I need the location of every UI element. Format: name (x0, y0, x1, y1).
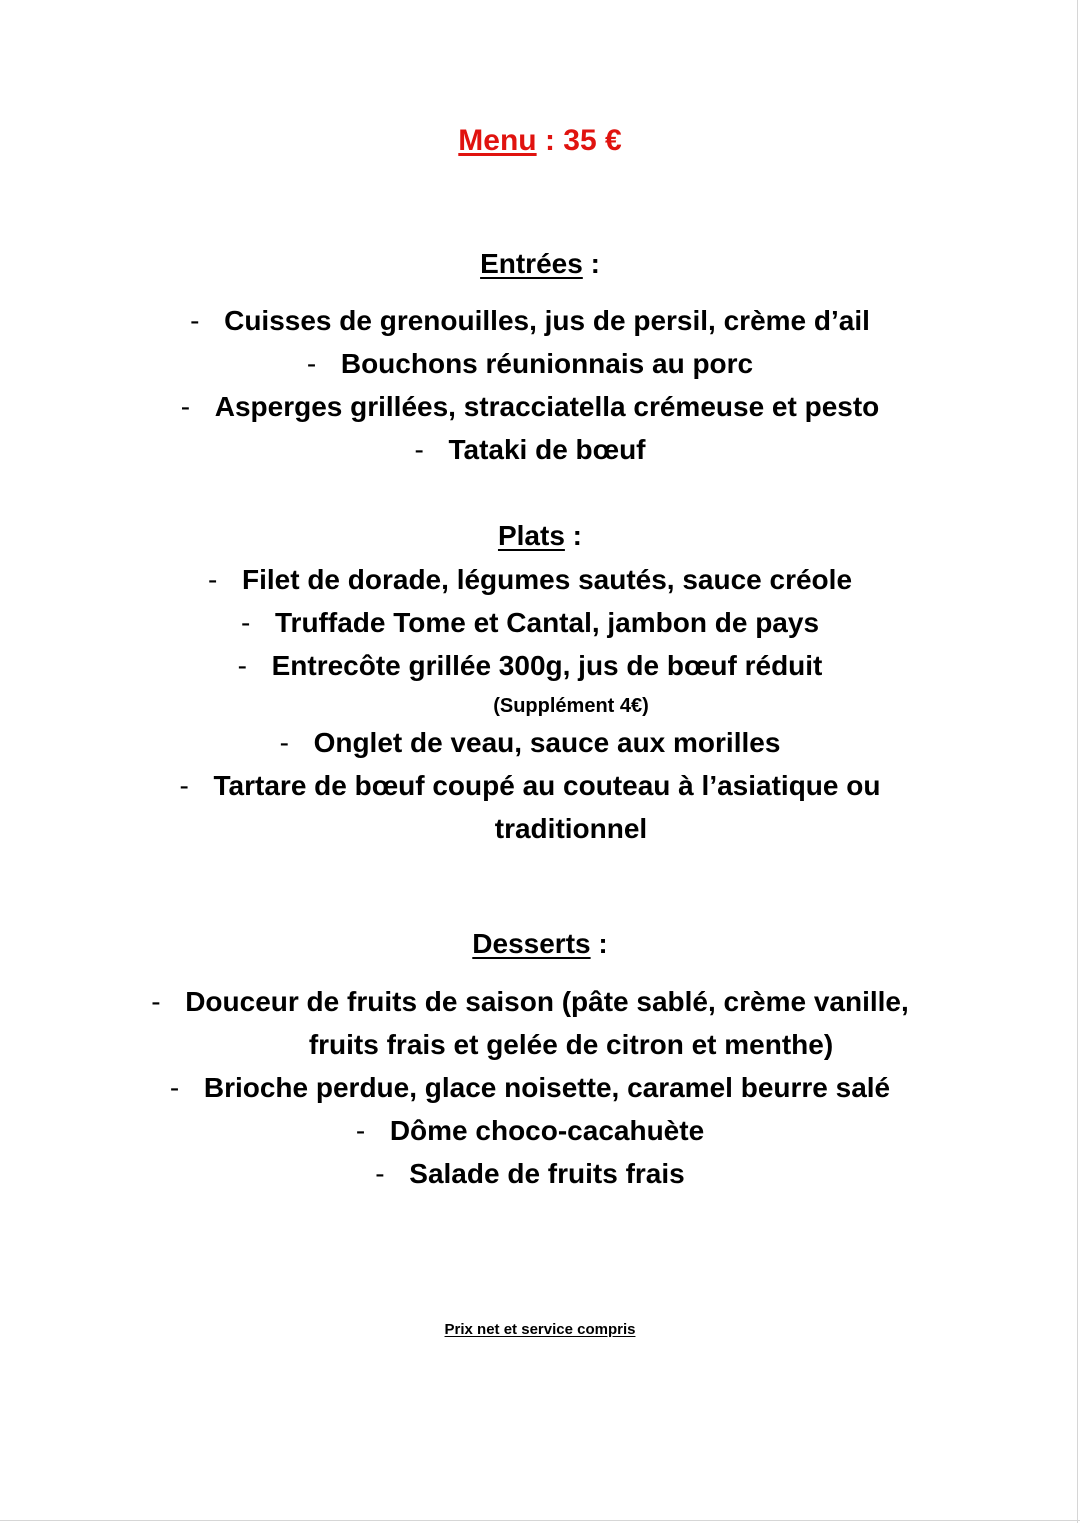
list-dash: - (375, 1158, 385, 1189)
page-edge-right (1077, 0, 1078, 1523)
plats-heading-colon: : (564, 520, 583, 551)
list-dash: - (151, 986, 161, 1017)
dessert-item-continuation-label: fruits frais et gelée de citron et menthe) (308, 1029, 834, 1060)
dessert-item-1 (0, 986, 1070, 1018)
plat-item-label: Filet de dorade, légumes sautés, sauce créole (241, 564, 853, 595)
desserts-heading-colon: : (590, 928, 608, 959)
dessert-item-label: Douceur de fruits de saison (pâte sablé, crème vanille, (185, 986, 909, 1017)
dessert-item-4 (0, 1158, 1070, 1190)
list-dash: - (237, 650, 247, 681)
list-dash: - (240, 607, 251, 638)
page-edge-bottom (0, 1520, 1080, 1521)
plat-item-1 (0, 564, 1070, 596)
supplement-text: (Supplément 4€) (493, 695, 649, 717)
list-dash: - (306, 348, 317, 379)
dessert-item-label: Salade de fruits frais (409, 1158, 685, 1189)
plats-heading-label: Plats (497, 520, 565, 551)
footer-text: Prix net et service compris (444, 1321, 636, 1338)
plat-item-label: Truffade Tome et Cantal, jambon de pays (274, 607, 820, 638)
dessert-item-3 (0, 1115, 1070, 1147)
entrees-heading-label: Entrées (480, 248, 583, 279)
plat-item-3 (0, 650, 1070, 682)
entree-item-label: Cuisses de grenouilles, jus de persil, crème d’ail (224, 305, 870, 336)
entree-item-4 (0, 434, 1070, 466)
plat-item-2 (0, 607, 1070, 639)
plat-item-label: Tartare de bœuf coupé au couteau à l’asiatique ou (213, 770, 881, 801)
list-dash: - (414, 434, 424, 465)
plat-item-continuation-label: traditionnel (494, 813, 648, 844)
dessert-item-label: Brioche perdue, glace noisette, caramel beurre salé (203, 1072, 891, 1103)
entree-item-2 (0, 348, 1070, 380)
list-dash: - (279, 727, 289, 758)
list-dash: - (179, 770, 189, 801)
list-dash: - (180, 391, 191, 422)
plat-item-label: Entrecôte grillée 300g, jus de bœuf réduit (271, 650, 823, 681)
dessert-item-2 (0, 1072, 1070, 1104)
list-dash: - (169, 1072, 180, 1103)
list-dash: - (355, 1115, 366, 1146)
entree-item-3 (0, 391, 1070, 423)
plat-supplement-note (31, 695, 1080, 718)
entree-item-label: Bouchons réunionnais au porc (340, 348, 754, 379)
entree-item-label: Tataki de bœuf (448, 434, 646, 465)
plat-item-5-continuation (31, 813, 1080, 845)
list-dash: - (190, 305, 200, 336)
dessert-item-label: Dôme choco-cacahuète (389, 1115, 705, 1146)
plat-item-5 (0, 770, 1070, 802)
menu-title-price: : 35 € (536, 124, 622, 157)
entrees-heading (0, 248, 1080, 280)
entree-item-label: Asperges grillées, stracciatella crémeuse et pesto (214, 391, 880, 422)
entree-item-1 (0, 305, 1070, 337)
desserts-heading-label: Desserts (472, 928, 591, 959)
list-dash: - (207, 564, 218, 595)
plats-heading (0, 520, 1080, 552)
menu-title-word: Menu (458, 124, 537, 157)
plat-item-4 (0, 727, 1070, 759)
desserts-heading (0, 928, 1080, 960)
entrees-heading-colon: : (582, 248, 600, 279)
plat-item-label: Onglet de veau, sauce aux morilles (313, 727, 781, 758)
dessert-item-1-continuation (31, 1029, 1080, 1061)
menu-title (0, 124, 1080, 158)
price-footer-note (0, 1321, 1080, 1338)
